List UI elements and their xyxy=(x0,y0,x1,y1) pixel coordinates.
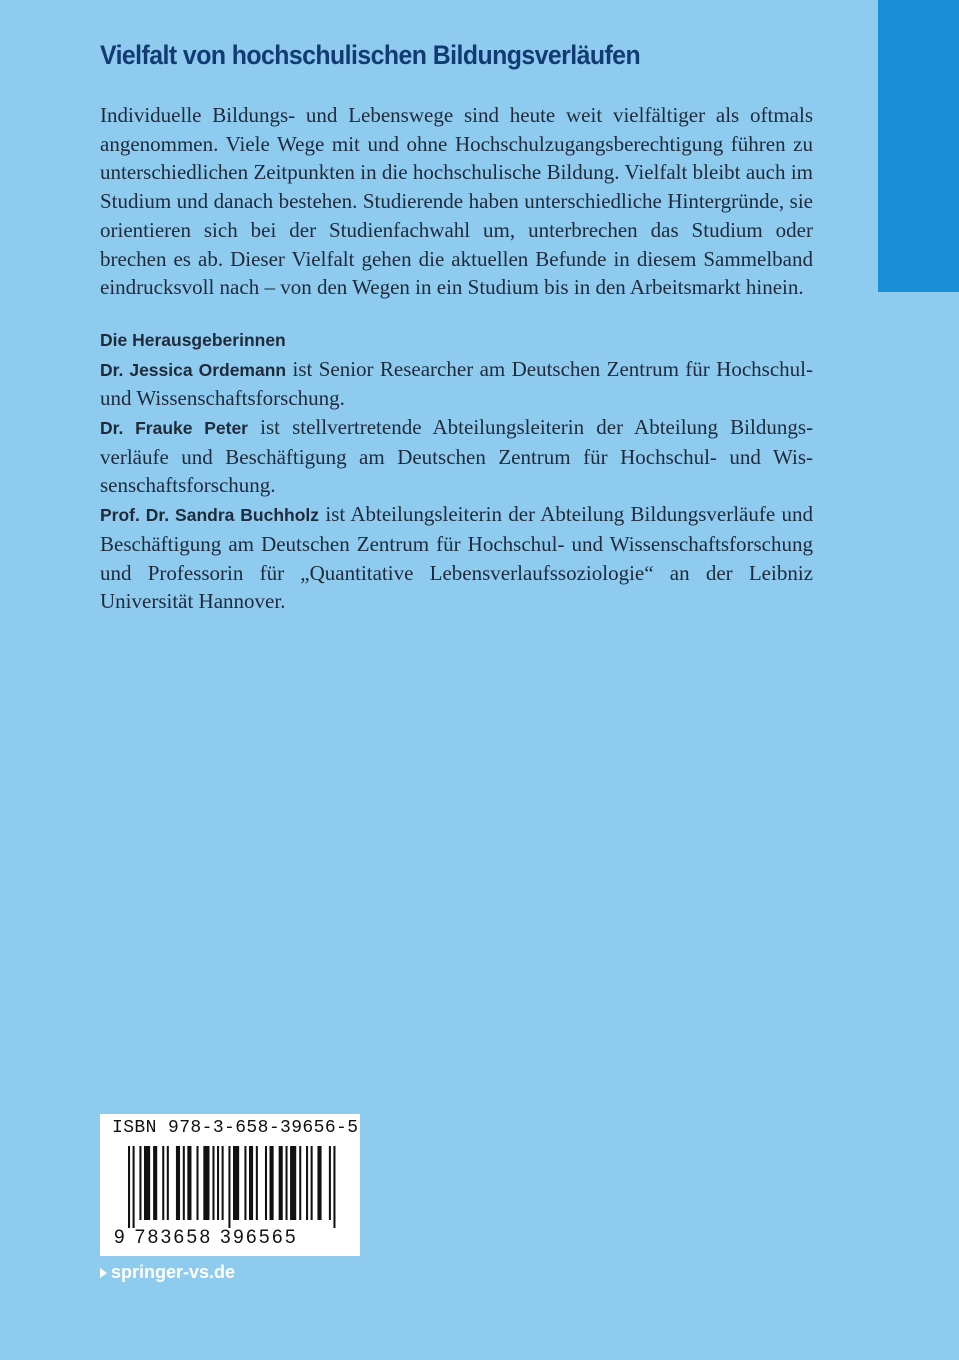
editor-name: Dr. Jessica Ordemann xyxy=(100,359,287,380)
barcode-bar xyxy=(167,1146,169,1220)
editor-name: Prof. Dr. Sandra Buchholz xyxy=(100,505,320,526)
editor-entry xyxy=(100,355,813,413)
barcode-bar xyxy=(333,1146,335,1228)
barcode-bar xyxy=(279,1146,283,1220)
barcode-bar xyxy=(290,1146,296,1220)
editor-entry xyxy=(100,500,813,616)
barcode-bar xyxy=(128,1146,130,1228)
barcode-bar xyxy=(212,1146,214,1220)
barcode-bar xyxy=(228,1146,230,1228)
barcode-icon xyxy=(128,1146,338,1228)
isbn-label: ISBN 978-3-658-39656-5 xyxy=(112,1118,359,1138)
blurb-paragraph: Individuelle Bildungs- und Lebenswege sind heute weit vielfältiger als oftmals angenommen. Viele Wege mit und ohne Hochschulzugangsberechtigung führen zu unterschiedlichen Zeitpunkten in die hochschulische Bildung. Vielfalt bleibt auch im Studium und danach bestehen. Studierende haben unterschiedliche Hintergründe, sie orientieren sich bei der Studienfachwahl um, unterbrechen das Studium oder brechen es ab. Dieser Vielfalt gehen die aktuellen Befunde in diesem Sammelband eindrucksvoll nach – von den Wegen in ein Studium bis in den Arbeitsmarkt hinein. xyxy=(100,103,813,300)
editor-bio: ist Senior Researcher am Deutschen Zentrum für Hochschul- und Wissenschaftsforschung. xyxy=(100,356,813,411)
barcode-bar xyxy=(311,1146,313,1220)
barcode-bar xyxy=(299,1146,301,1220)
barcode-bar xyxy=(133,1146,135,1228)
barcode-bar xyxy=(153,1146,157,1220)
barcode-bar xyxy=(265,1146,267,1220)
editor-name: Dr. Frauke Peter xyxy=(100,418,248,439)
barcode-bar xyxy=(183,1146,185,1220)
accent-bar xyxy=(878,0,959,292)
barcode-bar xyxy=(317,1146,321,1220)
barcode-bar xyxy=(144,1146,150,1220)
arrow-right-icon xyxy=(100,1268,107,1278)
barcode-bar xyxy=(286,1146,288,1220)
barcode-bar xyxy=(256,1146,258,1220)
editor-bio: ist stellvertretende Abteilungsleiterin der Abteilung Bildungsverläufe und Beschäftigung am Deutschen Zentrum für Hochschul- und Wissenschaftsforschung. xyxy=(100,415,814,498)
publisher-url: springer-vs.de xyxy=(111,1262,236,1282)
barcode-bar xyxy=(139,1146,141,1220)
barcode-bar xyxy=(187,1146,191,1220)
publisher-link[interactable] xyxy=(100,1262,235,1283)
barcode-box xyxy=(100,1114,360,1256)
editors-section xyxy=(100,326,813,616)
barcode-bar xyxy=(176,1146,180,1220)
barcode-bar xyxy=(203,1146,209,1220)
barcode-bar xyxy=(270,1146,274,1220)
barcode-bar xyxy=(329,1146,331,1220)
barcode-bar xyxy=(249,1146,253,1220)
ean-digits: 9 783658 396565 xyxy=(114,1227,298,1248)
barcode-bar xyxy=(222,1146,224,1220)
editors-heading: Die Herausgeberinnen xyxy=(100,329,286,350)
book-title: Vielfalt von hochschulischen Bildungsverläufen xyxy=(100,40,641,70)
barcode-bar xyxy=(244,1146,246,1220)
editor-entry xyxy=(100,413,813,500)
barcode-bar xyxy=(233,1146,239,1220)
editor-bio: ist Abteilungsleiterin der Abteilung Bildungsverläufe und Beschäftigung am Deutschen Zentrum für Hochschul- und Wissenschaftsforschung und Professorin für „Quantitative Lebensverlaufssoziologie“ an der Leibniz Universität Hannover. xyxy=(100,502,813,614)
barcode-bar xyxy=(217,1146,219,1220)
barcode-bar xyxy=(196,1146,198,1220)
barcode-bar xyxy=(306,1146,308,1220)
back-cover-content xyxy=(100,40,813,616)
barcode-bar xyxy=(162,1146,164,1220)
